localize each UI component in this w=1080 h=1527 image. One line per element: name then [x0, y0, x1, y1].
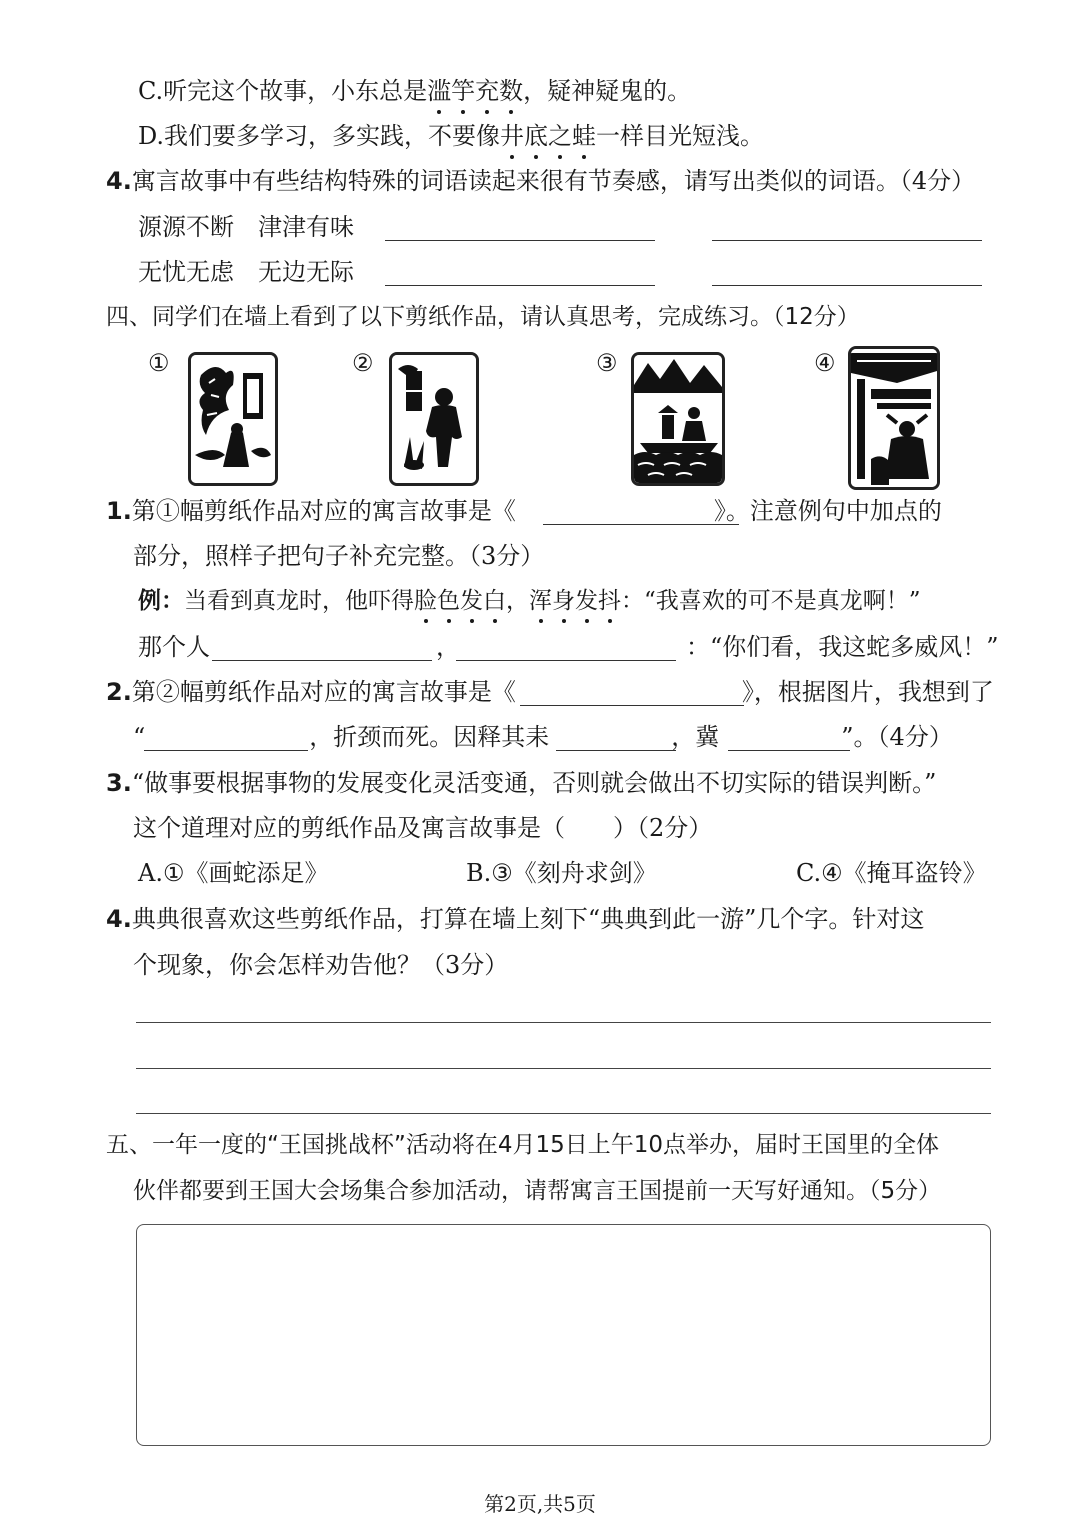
dotted-char: 竽 — [451, 77, 476, 105]
s4-q1-text-a: 第①幅剪纸作品对应的寓言故事是《 — [131, 497, 516, 525]
section-5-heading: 五、一年一度的“王国挑战杯”活动将在4月15日上午10点举办，届时王国里的全体 — [106, 1132, 939, 1158]
s4-q1-line4-pre: 那个人 — [138, 633, 210, 661]
s4-q2-text-e: ”。（4分） — [841, 723, 953, 751]
s4-q3-text: “做事要根据事物的发展变化灵活变通，否则就会做出不切实际的错误判断。” — [131, 769, 937, 797]
s4-q4-line2: 个现象，你会怎样劝告他？（3分） — [133, 951, 509, 979]
dotted-char: 滥 — [427, 77, 452, 105]
answer-blank[interactable] — [712, 285, 982, 286]
picture-label-1: ① — [148, 349, 170, 377]
story-title-blank[interactable] — [543, 524, 739, 525]
dotted-char: 浑 — [529, 588, 552, 614]
dotted-char: 白 — [483, 588, 506, 614]
word-row-1: 源源不断 津津有味 — [138, 213, 354, 241]
s4-q1-line4 — [138, 632, 999, 662]
classical-text-blank-1[interactable] — [144, 750, 308, 751]
word-row-2: 无忧无虑 无边无际 — [138, 258, 354, 286]
classical-text-blank-2[interactable] — [556, 750, 676, 751]
dotted-char: 身 — [552, 588, 575, 614]
writing-line-1[interactable] — [136, 1022, 991, 1023]
s4-q4-line1 — [106, 904, 924, 934]
s4-q3-line2: 这个道理对应的剪纸作品及寓言故事是（ ）（2分） — [133, 814, 713, 842]
choice-c[interactable]: C.④《掩耳盗铃》 — [796, 859, 987, 887]
s4-q2-text-b: 》，根据图片，我想到了 — [741, 678, 994, 706]
answer-blank[interactable] — [712, 240, 982, 241]
s4-q2-text-d: ，冀 — [671, 723, 720, 751]
dotted-char: 色 — [437, 588, 460, 614]
example-sentence — [138, 586, 921, 616]
dotted-char: 之 — [548, 122, 573, 150]
dotted-char: 抖 — [598, 588, 621, 614]
story-title-blank[interactable] — [520, 705, 744, 706]
example-text-pre: 当看到真龙时，他吓得 — [184, 588, 414, 614]
section-4-heading: 四、同学们在墙上看到了以下剪纸作品，请认真思考，完成练习。（12分） — [106, 304, 860, 330]
question-number: 3. — [106, 769, 132, 797]
papercut-dragon-icon — [188, 352, 278, 486]
papercut-boat-icon — [631, 352, 725, 486]
notice-answer-box[interactable] — [136, 1224, 991, 1446]
picture-label-4: ④ — [814, 349, 836, 377]
writing-line-3[interactable] — [136, 1113, 991, 1114]
option-c-text-post: ，疑神疑鬼的。 — [523, 77, 692, 105]
papercut-bell-thief-icon — [848, 346, 940, 490]
picture-label-3: ③ — [596, 349, 618, 377]
question-number: 4. — [106, 905, 132, 933]
option-c — [138, 76, 691, 106]
section-5-heading-line2: 伙伴都要到王国大会场集合参加活动，请帮寓言王国提前一天写好通知。（5分） — [133, 1178, 942, 1204]
s4-q4-text: 典典很喜欢这些剪纸作品，打算在墙上刻下“典典到此一游”几个字。针对这 — [131, 905, 925, 933]
s4-q1-line2: 部分，照样子把句子补充完整。（3分） — [133, 542, 545, 570]
question-number: 4. — [106, 167, 132, 195]
dotted-char: 蛙 — [572, 122, 597, 150]
example-label: 例： — [138, 588, 184, 614]
option-d-label: D. — [138, 122, 165, 150]
s4-q2-line1 — [106, 677, 994, 707]
picture-label-2: ② — [352, 349, 374, 377]
dotted-char: 充 — [475, 77, 500, 105]
dotted-char: 脸 — [414, 588, 437, 614]
question-number: 2. — [106, 678, 132, 706]
option-d-text-pre: 我们要多学习，多实践，不要像 — [164, 122, 501, 150]
s4-q1-text-b: 》。注意例句中加点的 — [713, 497, 942, 525]
option-c-label: C. — [138, 77, 164, 105]
dotted-char: 发 — [575, 588, 598, 614]
option-c-text-pre: 听完这个故事，小东总是 — [163, 77, 428, 105]
page-footer: 第2页,共5页 — [484, 1492, 596, 1516]
example-text-post: ：“我喜欢的可不是真龙啊！” — [621, 588, 921, 614]
answer-blank[interactable] — [385, 285, 655, 286]
s4-q2-text-a: 第②幅剪纸作品对应的寓言故事是《 — [131, 678, 516, 706]
answer-blank[interactable] — [385, 240, 655, 241]
question-4 — [106, 166, 975, 196]
s4-q3-line1 — [106, 768, 936, 798]
writing-line-2[interactable] — [136, 1068, 991, 1069]
dotted-char: 底 — [524, 122, 549, 150]
question-text: 寓言故事中有些结构特殊的词语读起来很有节奏感，请写出类似的词语。（4分） — [131, 167, 976, 195]
example-comma: ， — [506, 588, 529, 614]
option-d-text-post: 一样目光短浅。 — [596, 122, 765, 150]
option-d — [138, 121, 764, 151]
s4-q1-line4-comma: ， — [436, 633, 460, 661]
dotted-char: 井 — [500, 122, 525, 150]
dotted-char: 发 — [460, 588, 483, 614]
choice-a[interactable]: A.①《画蛇添足》 — [138, 859, 329, 887]
imitation-blank-1[interactable] — [212, 660, 432, 661]
s4-q1-line4-post: ：“你们看，我这蛇多威风！” — [686, 633, 999, 661]
open-quote: “ — [133, 723, 146, 751]
choice-b[interactable]: B.③《刻舟求剑》 — [466, 859, 657, 887]
s4-q2-line2 — [133, 722, 953, 752]
classical-text-blank-3[interactable] — [728, 750, 850, 751]
dotted-char: 数 — [499, 77, 524, 105]
question-number: 1. — [106, 497, 132, 525]
papercut-tree-rabbit-icon — [389, 352, 479, 486]
s4-q2-text-c: ，折颈而死。因释其耒 — [309, 723, 550, 751]
imitation-blank-2[interactable] — [456, 660, 676, 661]
s4-q1-line1 — [106, 496, 942, 526]
